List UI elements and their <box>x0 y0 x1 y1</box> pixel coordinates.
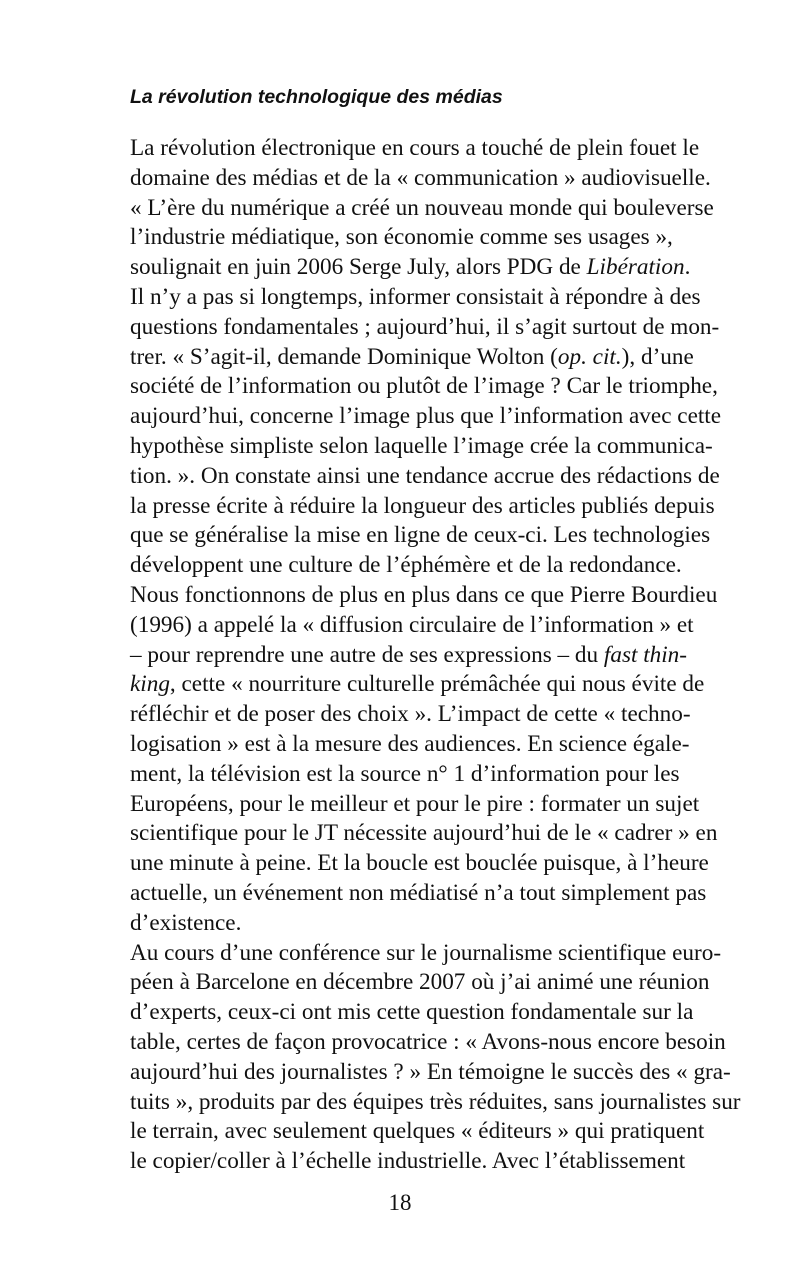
text-line <box>130 998 694 1028</box>
text-segment: (1996) a appelé la « diffusion circulaire de l’information » et <box>130 611 694 638</box>
text-segment: scientifique pour le JT nécessite aujourd’hui de le « cadrer » en <box>130 820 718 847</box>
text-segment: aujourd’hui des journalistes ? » En témoigne le succès des « gra- <box>130 1058 731 1085</box>
text-line <box>130 551 682 581</box>
text-segment: le terrain, avec seulement quelques « éditeurs » qui pratiquent <box>130 1118 705 1145</box>
text-segment: soulignait en juin 2006 Serge July, alors PDG de <box>130 254 587 281</box>
text-segment: péen à Barcelone en décembre 2007 où j’ai animé une réunion <box>130 969 710 996</box>
text-segment: la presse écrite à réduire la longueur des articles publiés depuis <box>130 492 715 519</box>
text-line <box>130 939 722 969</box>
text-segment: tuits », produits par des équipes très réduites, sans journalistes sur <box>130 1088 741 1115</box>
text-segment: « L’ère du numérique a créé un nouveau monde qui bouleverse <box>130 194 714 221</box>
paragraph <box>130 939 741 1177</box>
italic-text: op. cit. <box>557 343 622 370</box>
text-line <box>130 372 718 402</box>
text-line <box>130 611 694 641</box>
text-line <box>130 760 680 790</box>
text-segment: une minute à peine. Et la boucle est bouclée puisque, à l’heure <box>130 850 709 877</box>
text-segment: Il n’y a pas si longtemps, informer consistait à répondre à des <box>130 283 701 310</box>
text-line <box>130 879 707 909</box>
text-line <box>130 819 718 849</box>
text-segment: . <box>684 254 691 281</box>
text-segment: trer. « S’agit-il, demande Dominique Wolton ( <box>130 343 558 370</box>
text-line <box>130 1058 731 1088</box>
text-line <box>130 670 705 700</box>
text-segment: d’experts, ceux-ci ont mis cette question fondamentale sur la <box>130 999 694 1026</box>
text-segment: ), d’une <box>621 343 694 370</box>
italic-text: fast thin- <box>603 641 687 668</box>
text-segment: La révolution électronique en cours a touché de plein fouet le <box>130 135 700 161</box>
text-segment: réfléchir et de poser des choix ». L’impact de cette « techno- <box>130 701 691 728</box>
text-line <box>130 313 720 343</box>
text-line <box>130 223 672 253</box>
text-line <box>130 1117 705 1147</box>
text-segment: développent une culture de l’éphémère et de la redondance. <box>130 552 682 579</box>
text-line <box>130 194 714 224</box>
text-segment: – pour reprendre une autre de ses expressions – du <box>130 641 604 668</box>
text-line <box>130 462 720 492</box>
text-segment: que se généralise la mise en ligne de ceux-ci. Les technologies <box>130 522 711 549</box>
text-line <box>130 521 711 551</box>
text-segment: société de l’information ou plutôt de l’image ? Car le triomphe, <box>130 373 718 400</box>
text-line <box>130 492 715 522</box>
text-line <box>130 134 700 164</box>
text-line <box>130 849 709 879</box>
text-segment: ment, la télévision est la source n° 1 d’information pour les <box>130 760 680 787</box>
text-segment: actuelle, un événement non médiatisé n’a tout simplement pas <box>130 879 707 906</box>
italic-text: king <box>130 671 170 698</box>
text-segment: aujourd’hui, concerne l’image plus que l’information avec cette <box>130 403 722 430</box>
text-line <box>130 402 722 432</box>
paragraph <box>130 134 714 283</box>
text-line <box>130 968 710 998</box>
text-segment: hypothèse simpliste selon laquelle l’image crée la communica- <box>130 432 713 459</box>
text-segment: domaine des médias et de la « communication » audiovisuelle. <box>130 164 711 191</box>
text-line <box>130 641 687 671</box>
text-line <box>130 283 701 313</box>
text-segment: Au cours d’une conférence sur le journalisme scientifique euro- <box>130 939 722 966</box>
text-line <box>130 253 691 283</box>
text-segment: table, certes de façon provocatrice : « Avons-nous encore besoin <box>130 1028 726 1055</box>
text-segment: d’existence. <box>130 909 242 936</box>
text-line <box>130 343 694 373</box>
text-segment: Européens, pour le meilleur et pour le pire : formater un sujet <box>130 790 700 817</box>
text-segment: Nous fonctionnons de plus en plus dans ce que Pierre Bourdieu <box>130 581 718 608</box>
text-line <box>130 700 691 730</box>
text-line <box>130 1028 726 1058</box>
body-text <box>130 134 741 1177</box>
text-segment: , cette « nourriture culturelle prémâchée qui nous évite de <box>169 671 705 698</box>
page-number: 18 <box>388 1190 412 1215</box>
text-line <box>130 1147 686 1177</box>
italic-text: Libération <box>586 254 685 281</box>
text-line <box>130 581 718 611</box>
text-segment: l’industrie médiatique, son économie comme ses usages », <box>130 224 673 251</box>
text-segment: le copier/coller à l’échelle industrielle. Avec l’établissement <box>130 1148 686 1175</box>
text-segment: tion. ». On constate ainsi une tendance accrue des rédactions de <box>130 462 720 489</box>
text-segment: questions fondamentales ; aujourd’hui, il s’agit surtout de mon- <box>130 313 720 340</box>
text-line <box>130 730 690 760</box>
section-heading: La révolution technologique des médias <box>130 86 503 108</box>
paragraph <box>130 283 722 939</box>
text-line <box>130 790 700 820</box>
text-line <box>130 1088 741 1118</box>
text-segment: logisation » est à la mesure des audiences. En science égale- <box>130 730 690 757</box>
text-line <box>130 432 713 462</box>
text-line <box>130 909 672 939</box>
text-line <box>130 164 711 194</box>
